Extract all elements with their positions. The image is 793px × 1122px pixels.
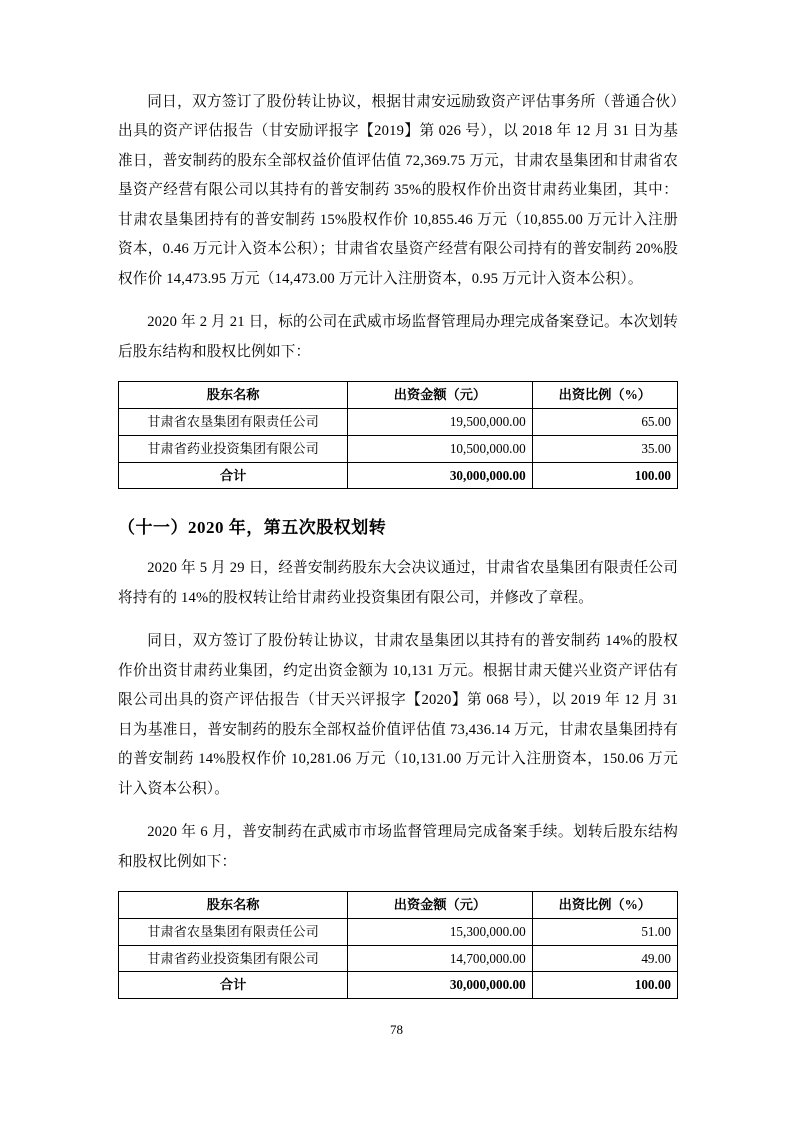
paragraph-1: 同日，双方签订了股份转让协议，根据甘肃安远励致资产评估事务所（普通合伙）出具的资产评估报告（甘安励评报字【2019】第 026 号），以 2018 年 12 月 31 日为基准日，普安制药的股东全部权益价值评估值 72,369.75 万元，甘肃农垦集团和甘肃省农垦资产经营有限公司以其持有的普安制药 35%的股权作价出资甘肃药业集团，其中：甘肃农垦集团持有的普安制药 15%股权作价 10,855.46 万元（10,855.00 万元计入注册资本，0.46 万元计入资本公积）；甘肃省农垦资产经营有限公司持有的普安制药 20%股权作价 14,473.95 万元（14,473.00 万元计入注册资本，0.95 万元计入资本公积）。 — [118, 94, 678, 287]
table2-r0-amount: 15,300,000.00 — [348, 918, 532, 945]
table-total-row — [119, 972, 678, 999]
table2-header-ratio: 出资比例（%） — [532, 892, 677, 919]
table1-total-label: 合计 — [119, 462, 348, 489]
page-number: 78 — [390, 1022, 403, 1037]
table2-total-label: 合计 — [119, 972, 348, 999]
table-row — [119, 409, 678, 436]
paragraph-4: 同日，双方签订了股份转让协议，甘肃农垦集团以其持有的普安制药 14%的股权作价出资甘肃药业集团，约定出资金额为 10,131 万元。根据甘肃天健兴业资产评估有限公司出具的资产评估报告（甘天兴评报字【2020】第 068 号），以 2019 年 12 月 31 日为基准日，普安制药的股东全部权益价值评估值 73,436.14 万元，甘肃农垦集团持有的普安制药 14%股权作价 10,281.06 万元（10,131.00 万元计入注册资本，150.06 万元计入资本公积）。 — [118, 633, 678, 797]
table2-r0-name: 甘肃省农垦集团有限责任公司 — [119, 918, 348, 945]
table2-r0-ratio: 51.00 — [532, 918, 677, 945]
table-row — [119, 945, 678, 972]
table2-total-amount: 30,000,000.00 — [348, 972, 532, 999]
paragraph-2: 2020 年 2 月 21 日，标的公司在武威市场监督管理局办理完成备案登记。本次划转后股东结构和股权比例如下： — [118, 314, 678, 360]
table2-total-ratio: 100.00 — [532, 972, 677, 999]
table1-r0-ratio: 65.00 — [532, 409, 677, 436]
table-header-row — [119, 382, 678, 409]
table1-header-name: 股东名称 — [119, 382, 348, 409]
table1-header-amount: 出资金额（元） — [348, 382, 532, 409]
paragraph-3: 2020 年 5 月 29 日，经普安制药股东大会决议通过，甘肃省农垦集团有限责任公司将持有的 14%的股权转让给甘肃药业投资集团有限公司，并修改了章程。 — [118, 560, 678, 606]
table-header-row — [119, 892, 678, 919]
table1-r1-ratio: 35.00 — [532, 435, 677, 462]
table2-header-name: 股东名称 — [119, 892, 348, 919]
section-heading: （十一）2020 年，第五次股权划转 — [118, 518, 387, 538]
table1-total-amount: 30,000,000.00 — [348, 462, 532, 489]
table2-r1-amount: 14,700,000.00 — [348, 945, 532, 972]
table-total-row — [119, 462, 678, 489]
table-row — [119, 435, 678, 462]
table1-r0-amount: 19,500,000.00 — [348, 409, 532, 436]
table1-r1-name: 甘肃省药业投资集团有限公司 — [119, 435, 348, 462]
table2-r1-name: 甘肃省药业投资集团有限公司 — [119, 945, 348, 972]
table1-r0-name: 甘肃省农垦集团有限责任公司 — [119, 409, 348, 436]
paragraph-5: 2020 年 6 月，普安制药在武威市市场监督管理局完成备案手续。划转后股东结构和股权比例如下： — [118, 824, 678, 870]
table-row — [119, 918, 678, 945]
table1-header-ratio: 出资比例（%） — [532, 382, 677, 409]
table2-r1-ratio: 49.00 — [532, 945, 677, 972]
shareholder-table-2 — [118, 891, 678, 999]
table2-header-amount: 出资金额（元） — [348, 892, 532, 919]
shareholder-table-1 — [118, 381, 678, 489]
table1-r1-amount: 10,500,000.00 — [348, 435, 532, 462]
table1-total-ratio: 100.00 — [532, 462, 677, 489]
page-content — [118, 88, 678, 1009]
